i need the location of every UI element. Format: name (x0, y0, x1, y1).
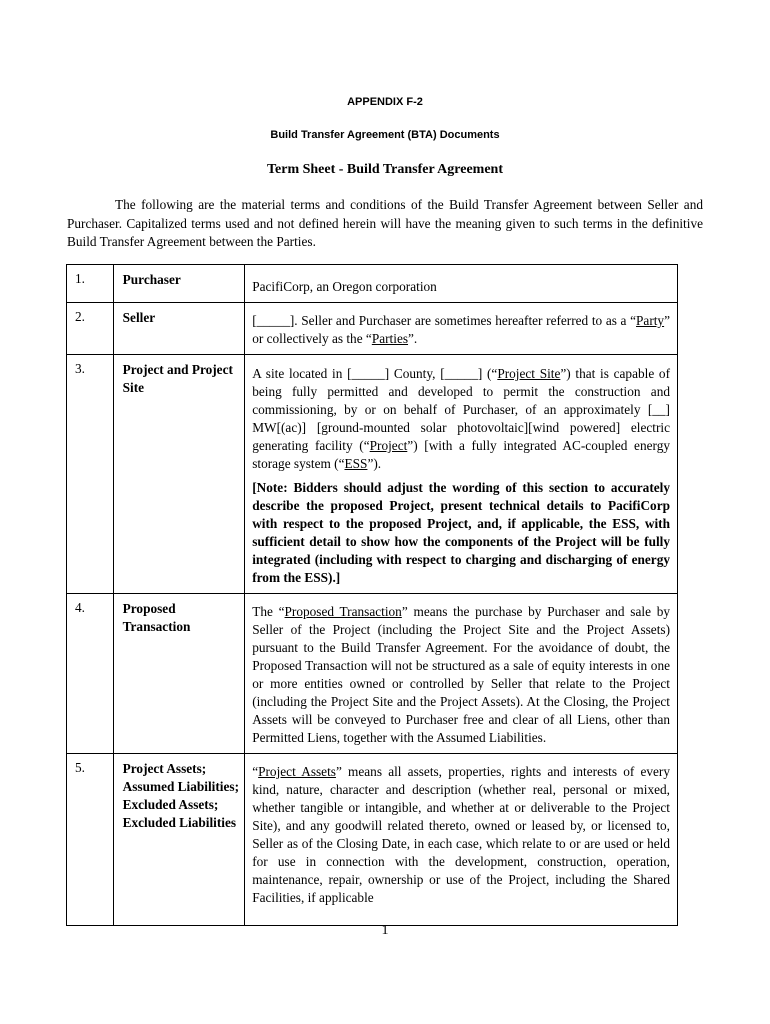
page-title: Term Sheet - Build Transfer Agreement (266, 162, 504, 177)
term-sheet-table (66, 264, 678, 926)
appendix-heading: APPENDIX F-2 (347, 96, 423, 108)
row-label: Project and Project Site (113, 355, 245, 594)
row-content (245, 594, 678, 754)
seller-text: [_____]. Seller and Purchaser are sometimes hereafter referred to as a “Party” or collectively as the “Parties”. (252, 313, 670, 346)
row-content (245, 303, 678, 355)
project-description: A site located in [_____] County, [_____] (“Project Site”) that is capable of being fully permitted and developed to permit the construction and commissioning, by or on behalf of Purchaser, of an approximately [__] MW[(ac)] [ground-mounted solar photovoltaic][wind powered] electric generating facility (“Project”) [with a fully integrated AC-coupled energy storage system (“ESS”). (252, 366, 671, 471)
row-number: 1. (67, 265, 114, 303)
row-label: Project Assets; Assumed Liabilities; Excluded Assets; Excluded Liabilities (113, 754, 245, 926)
defined-term: Party (636, 313, 665, 328)
document-subtitle: Build Transfer Agreement (BTA) Documents (270, 129, 500, 141)
table-row (67, 754, 678, 926)
bidder-note: [Note: Bidders should adjust the wording of this section to accurately describe the proposed Project, present technical details to PacifiCorp with respect to the proposed Project, and, if applicable, the ESS, with sufficient detail to show how the components of the Project will be fully integrated (including with respect to charging and discharging of energy from the ESS).] (252, 480, 670, 585)
page-number: 1 (381, 923, 389, 938)
defined-term: Proposed Transaction (284, 604, 402, 619)
project-assets-text: “Project Assets” means all assets, properties, rights and interests of every kind, nature, character and description (whether real, personal or mixed, whether tangible or intangible, and whether at or deliverable to the Project Site), and any goodwill related thereto, owned or leased by, or licensed to, Seller as of the Closing Date, in each case, which relate to or are used or held for use in connection with the development, construction, operation, maintenance, repair, ownership or use of the Project, including the Shared Facilities, if applicable (252, 764, 670, 905)
intro-paragraph: The following are the material terms and conditions of the Build Transfer Agreement between Seller and Purchaser. Capitalized terms used and not defined herein will have the meaning given to such terms in the definitive Build Transfer Agreement between the Parties. (67, 197, 703, 249)
row-number: 5. (67, 754, 114, 926)
table-row (67, 303, 678, 355)
defined-term: ESS (344, 456, 368, 471)
defined-term: Parties (371, 331, 409, 346)
defined-term: Project Site (497, 366, 561, 381)
row-content (245, 754, 678, 926)
row-number: 3. (67, 355, 114, 594)
table-row (67, 265, 678, 303)
proposed-transaction-text: The “Proposed Transaction” means the purchase by Purchaser and sale by Seller of the Project (including the Project Site and the Project Assets) pursuant to the Build Transfer Agreement. For the avoidance of doubt, the Proposed Transaction will not be structured as a sale of equity interests in one or more entities owned or controlled by Seller that relate to the Project (including the Project Site and the Project Assets). At the Closing, the Project Assets will be conveyed to Purchaser free and clear of all Liens, other than Permitted Liens, together with the Assumed Liabilities. (252, 604, 671, 745)
defined-term: Project Assets (258, 764, 336, 779)
row-number: 4. (67, 594, 114, 754)
defined-term: Project (369, 438, 408, 453)
table-row (67, 594, 678, 754)
row-label: Proposed Transaction (113, 594, 245, 754)
row-content (245, 355, 678, 594)
row-content (245, 265, 678, 303)
row-number: 2. (67, 303, 114, 355)
row-label: Purchaser (113, 265, 245, 303)
purchaser-text: PacifiCorp, an Oregon corporation (252, 279, 437, 294)
row-label: Seller (113, 303, 245, 355)
table-row (67, 355, 678, 594)
